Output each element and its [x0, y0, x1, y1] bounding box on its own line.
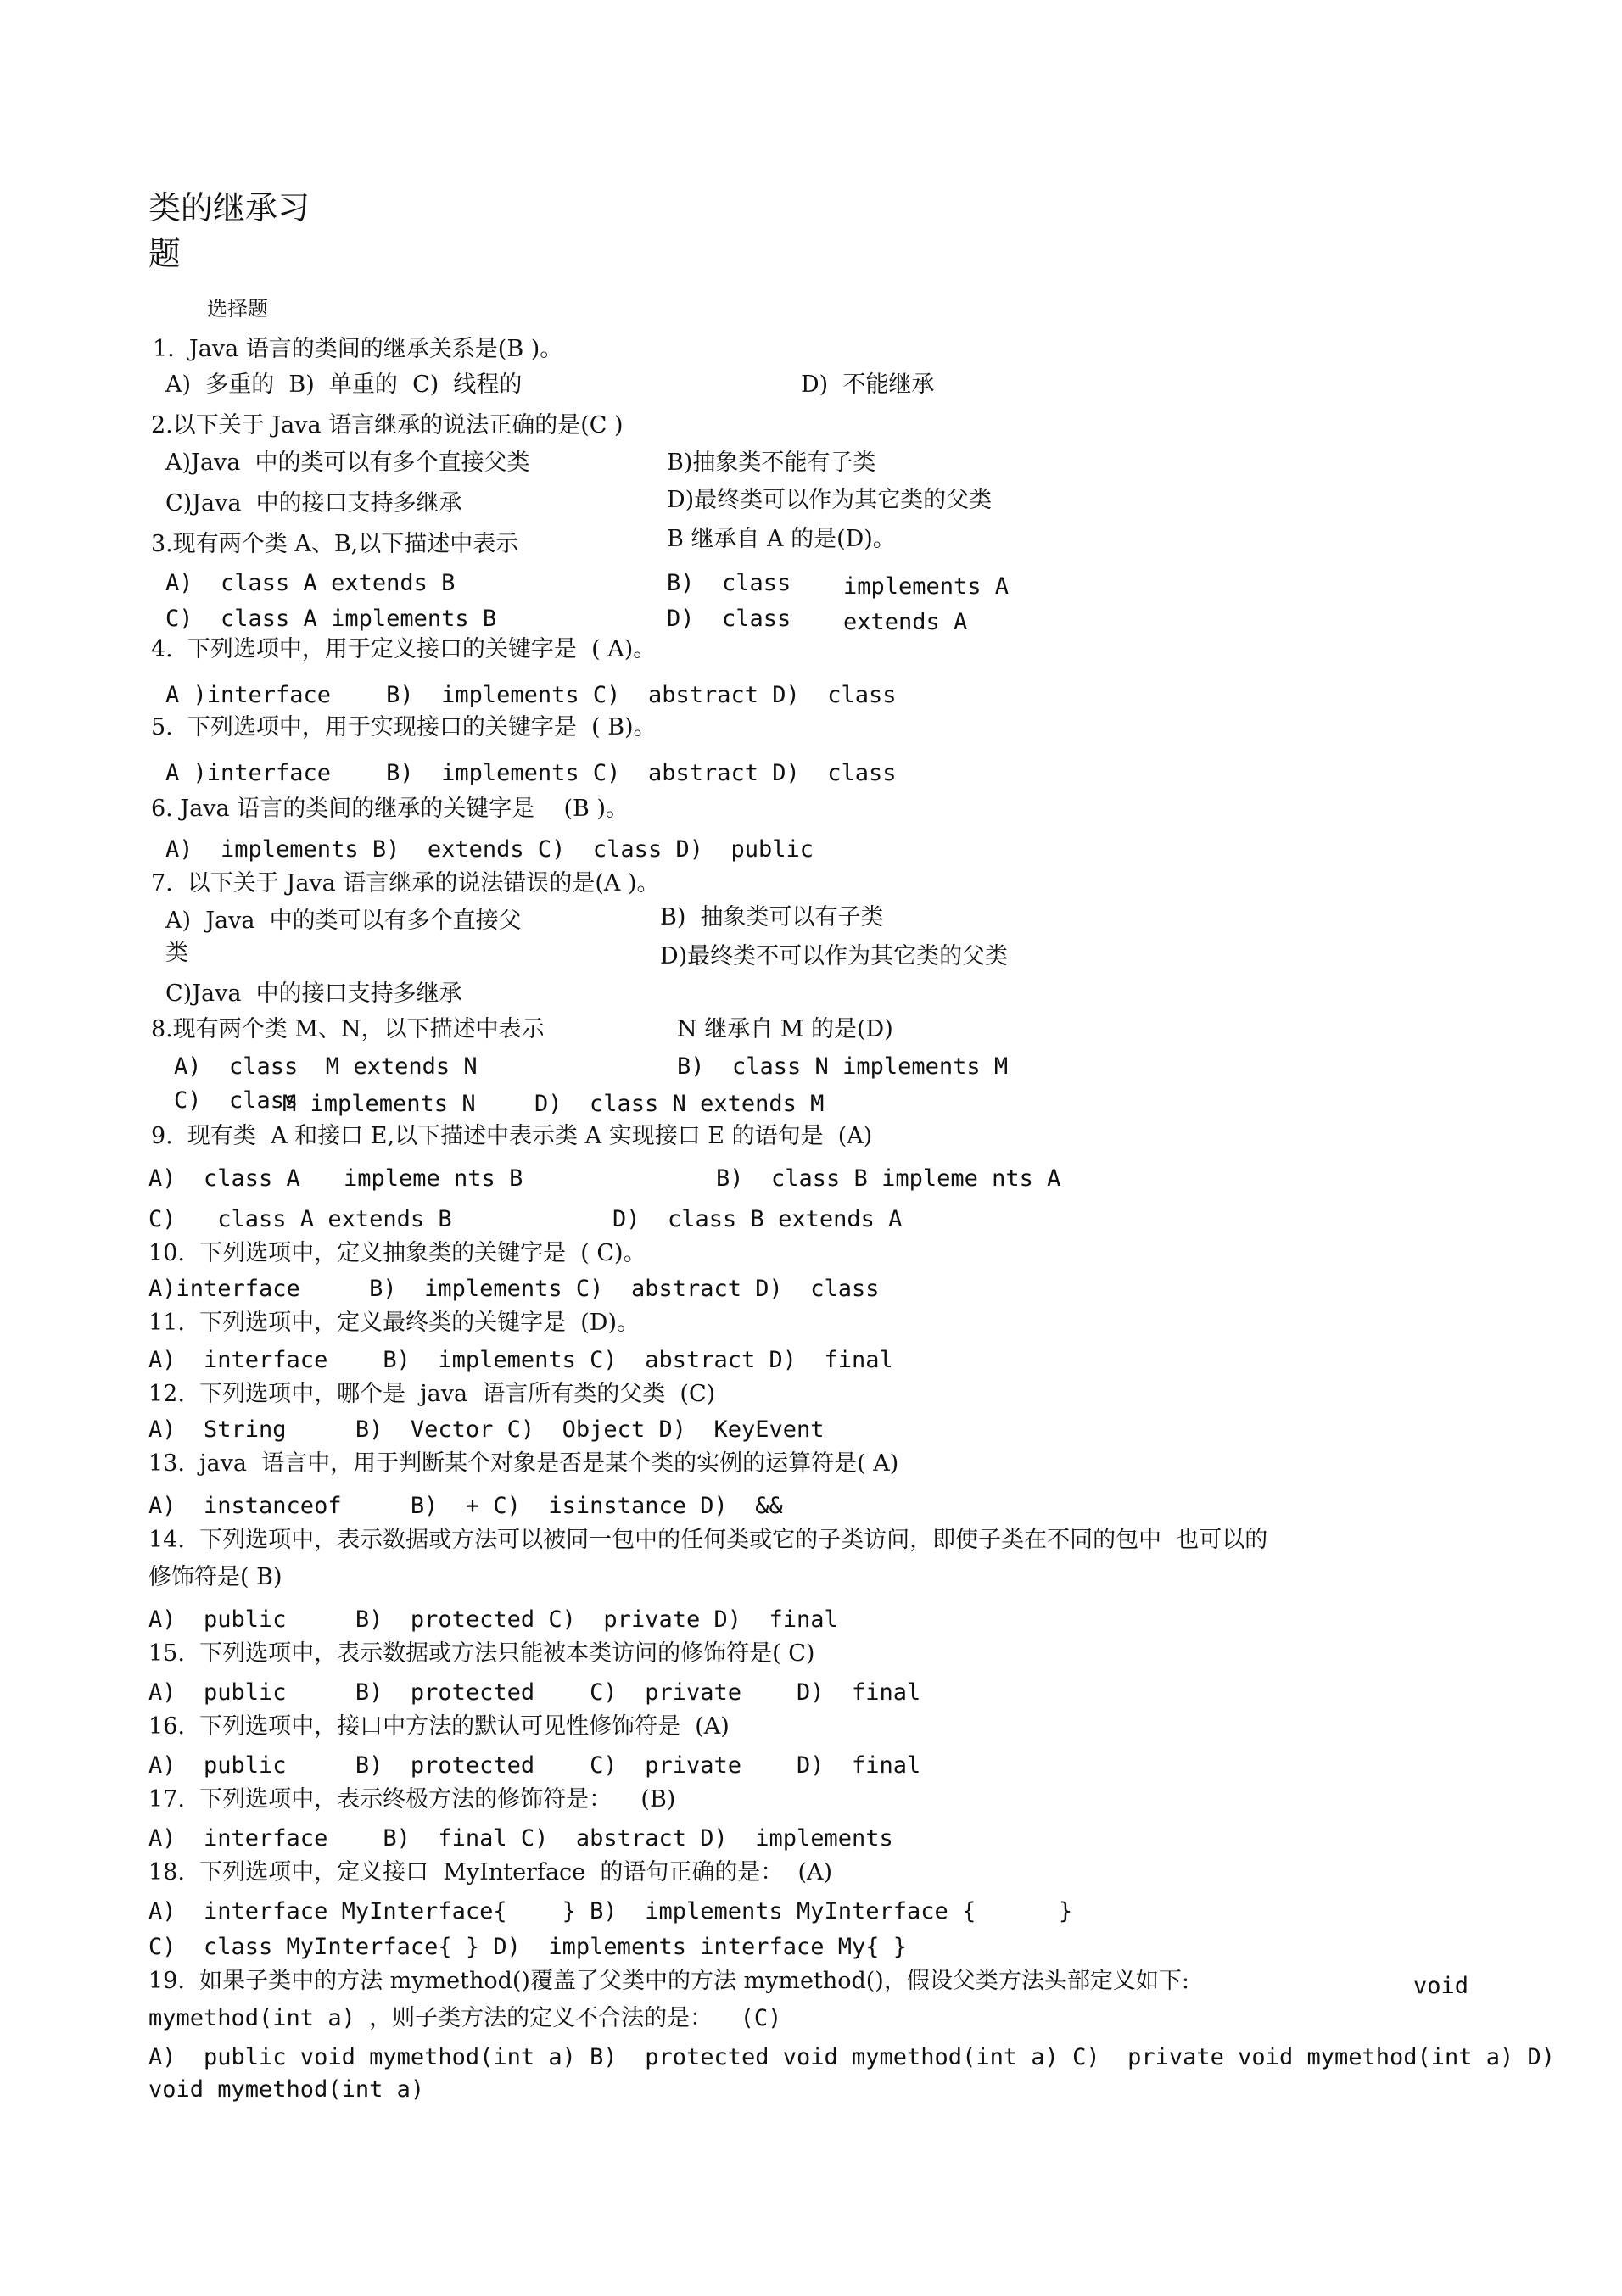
question-14: 14. 下列选项中，表示数据或方法可以被同一包中的任何类或它的子类访问，即使子类在不同的包中 也可以的 [148, 1527, 1268, 1553]
question-8-part2: N 继承自 M 的是(D) [677, 1016, 893, 1042]
q3-option-b: B) class [667, 570, 791, 596]
q9-option-a-cont: impleme nts B [344, 1165, 523, 1192]
question-14-cont: 修饰符是( B) [148, 1564, 282, 1590]
q8-option-a: A) class M extends N [174, 1053, 478, 1080]
q3-option-a: A) class A extends B [165, 570, 456, 596]
q7-option-c: C)Java 中的接口支持多继承 [165, 980, 462, 1007]
q3-option-c: C) class A implements B [165, 606, 497, 632]
q13-options: A) instanceof B) + C) isinstance D) && [148, 1493, 783, 1519]
q19-options: A) public void mymethod(int a) B) protected void mymethod(int a) C) private void mymethod(int a) D) [148, 2044, 1556, 2070]
q9-option-a: A) class A [148, 1165, 300, 1192]
q7-option-b: B) 抽象类可以有子类 [660, 904, 884, 930]
q19-options-cont: void mymethod(int a) [148, 2076, 425, 2103]
question-4: 4. 下列选项中，用于定义接口的关键字是 ( A)。 [151, 636, 657, 662]
question-11: 11. 下列选项中，定义最终类的关键字是 (D)。 [148, 1310, 640, 1336]
q10-options: A)interface B) implements C) abstract D) class [148, 1276, 880, 1302]
q4-options: A )interface B) implements C) abstract D) class [165, 682, 897, 708]
question-1: 1. Java 语言的类间的继承关系是(B )。 [153, 336, 563, 362]
q8-option-c-cont: M implements N [282, 1091, 476, 1117]
question-13: 13. java 语言中，用于判断某个对象是否是某个类的实例的运算符是( A) [148, 1450, 899, 1477]
document-title-line1: 类的继承习 [148, 189, 310, 226]
question-8-part1: 8.现有两个类 M、N，以下描述中表示 [151, 1016, 545, 1042]
question-15: 15. 下列选项中，表示数据或方法只能被本类访问的修饰符是( C) [148, 1640, 815, 1667]
question-9: 9. 现有类 A 和接口 E,以下描述中表示类 A 实现接口 E 的语句是 (A) [151, 1123, 873, 1149]
q18-options-ab: A) interface MyInterface{ } B) implements MyInterface { } [148, 1898, 1073, 1925]
question-19-void: void [1413, 1973, 1469, 1999]
question-19-cont: mymethod(int a) ，则子类方法的定义不合法的是： (C) [148, 2005, 782, 2031]
q2-option-d: D)最终类可以作为其它类的父类 [667, 487, 993, 513]
q11-options: A) interface B) implements C) abstract D) final [148, 1347, 893, 1373]
question-16: 16. 下列选项中，接口中方法的默认可见性修饰符是 (A) [148, 1713, 730, 1740]
q6-options: A) implements B) extends C) class D) public [165, 836, 814, 863]
q1-options-abc: A) 多重的 B) 单重的 C) 线程的 [165, 371, 523, 398]
q12-options: A) String B) Vector C) Object D) KeyEvent [148, 1416, 825, 1443]
q2-option-a: A)Java 中的类可以有多个直接父类 [165, 450, 530, 476]
q2-option-b: B)抽象类不能有子类 [667, 450, 876, 476]
q3-option-b-cont: implements A [843, 573, 1010, 600]
question-10: 10. 下列选项中，定义抽象类的关键字是 ( C)。 [148, 1240, 646, 1266]
question-3-part1: 3.现有两个类 A、B,以下描述中表示 [151, 531, 519, 557]
question-5: 5. 下列选项中，用于实现接口的关键字是 ( B)。 [151, 714, 657, 740]
question-18: 18. 下列选项中，定义接口 MyInterface 的语句正确的是： (A) [148, 1859, 833, 1885]
q8-option-c: C) class [174, 1087, 299, 1114]
document-title-line2: 题 [148, 235, 182, 272]
q7-option-d: D)最终类不可以作为其它类的父类 [660, 943, 1009, 969]
q9-option-c: C) class A extends B [148, 1206, 452, 1232]
question-3-part2: B 继承自 A 的是(D)。 [667, 526, 896, 552]
question-2: 2.以下关于 Java 语言继承的说法正确的是(C ) [151, 412, 624, 439]
q14-options: A) public B) protected C) private D) final [148, 1606, 838, 1633]
q9-option-d: D) class B extends A [612, 1206, 903, 1232]
q7-option-a: A) Java 中的类可以有多个直接父 [165, 908, 522, 934]
question-7: 7. 以下关于 Java 语言继承的说法错误的是(A )。 [151, 870, 660, 897]
q17-options: A) interface B) final C) abstract D) implements [148, 1825, 893, 1852]
q18-options-cd: C) class MyInterface{ } D) implements interface My{ } [148, 1934, 908, 1960]
q7-option-a-cont: 类 [165, 940, 188, 966]
q2-option-c: C)Java 中的接口支持多继承 [165, 490, 462, 517]
question-19: 19. 如果子类中的方法 mymethod()覆盖了父类中的方法 mymethod()，假设父类方法头部定义如下: [148, 1968, 1189, 1994]
q15-options: A) public B) protected C) private D) final [148, 1679, 921, 1706]
question-17: 17. 下列选项中，表示终极方法的修饰符是： (B) [148, 1786, 676, 1813]
q9-option-b: B) class B impleme nts A [716, 1165, 1061, 1192]
q16-options: A) public B) protected C) private D) final [148, 1752, 921, 1779]
question-6: 6. Java 语言的类间的继承的关键字是 (B )。 [151, 796, 629, 822]
q5-options: A )interface B) implements C) abstract D) class [165, 760, 897, 786]
q3-option-d: D) class [667, 606, 791, 632]
q8-option-b: B) class N implements M [677, 1053, 1009, 1080]
question-12: 12. 下列选项中，哪个是 java 语言所有类的父类 (C) [148, 1381, 716, 1407]
q1-option-d: D) 不能继承 [801, 371, 935, 398]
section-heading: 选择题 [207, 297, 268, 321]
q3-option-d-cont: extends A [843, 609, 968, 635]
q8-option-d: D) class N extends M [534, 1091, 825, 1117]
